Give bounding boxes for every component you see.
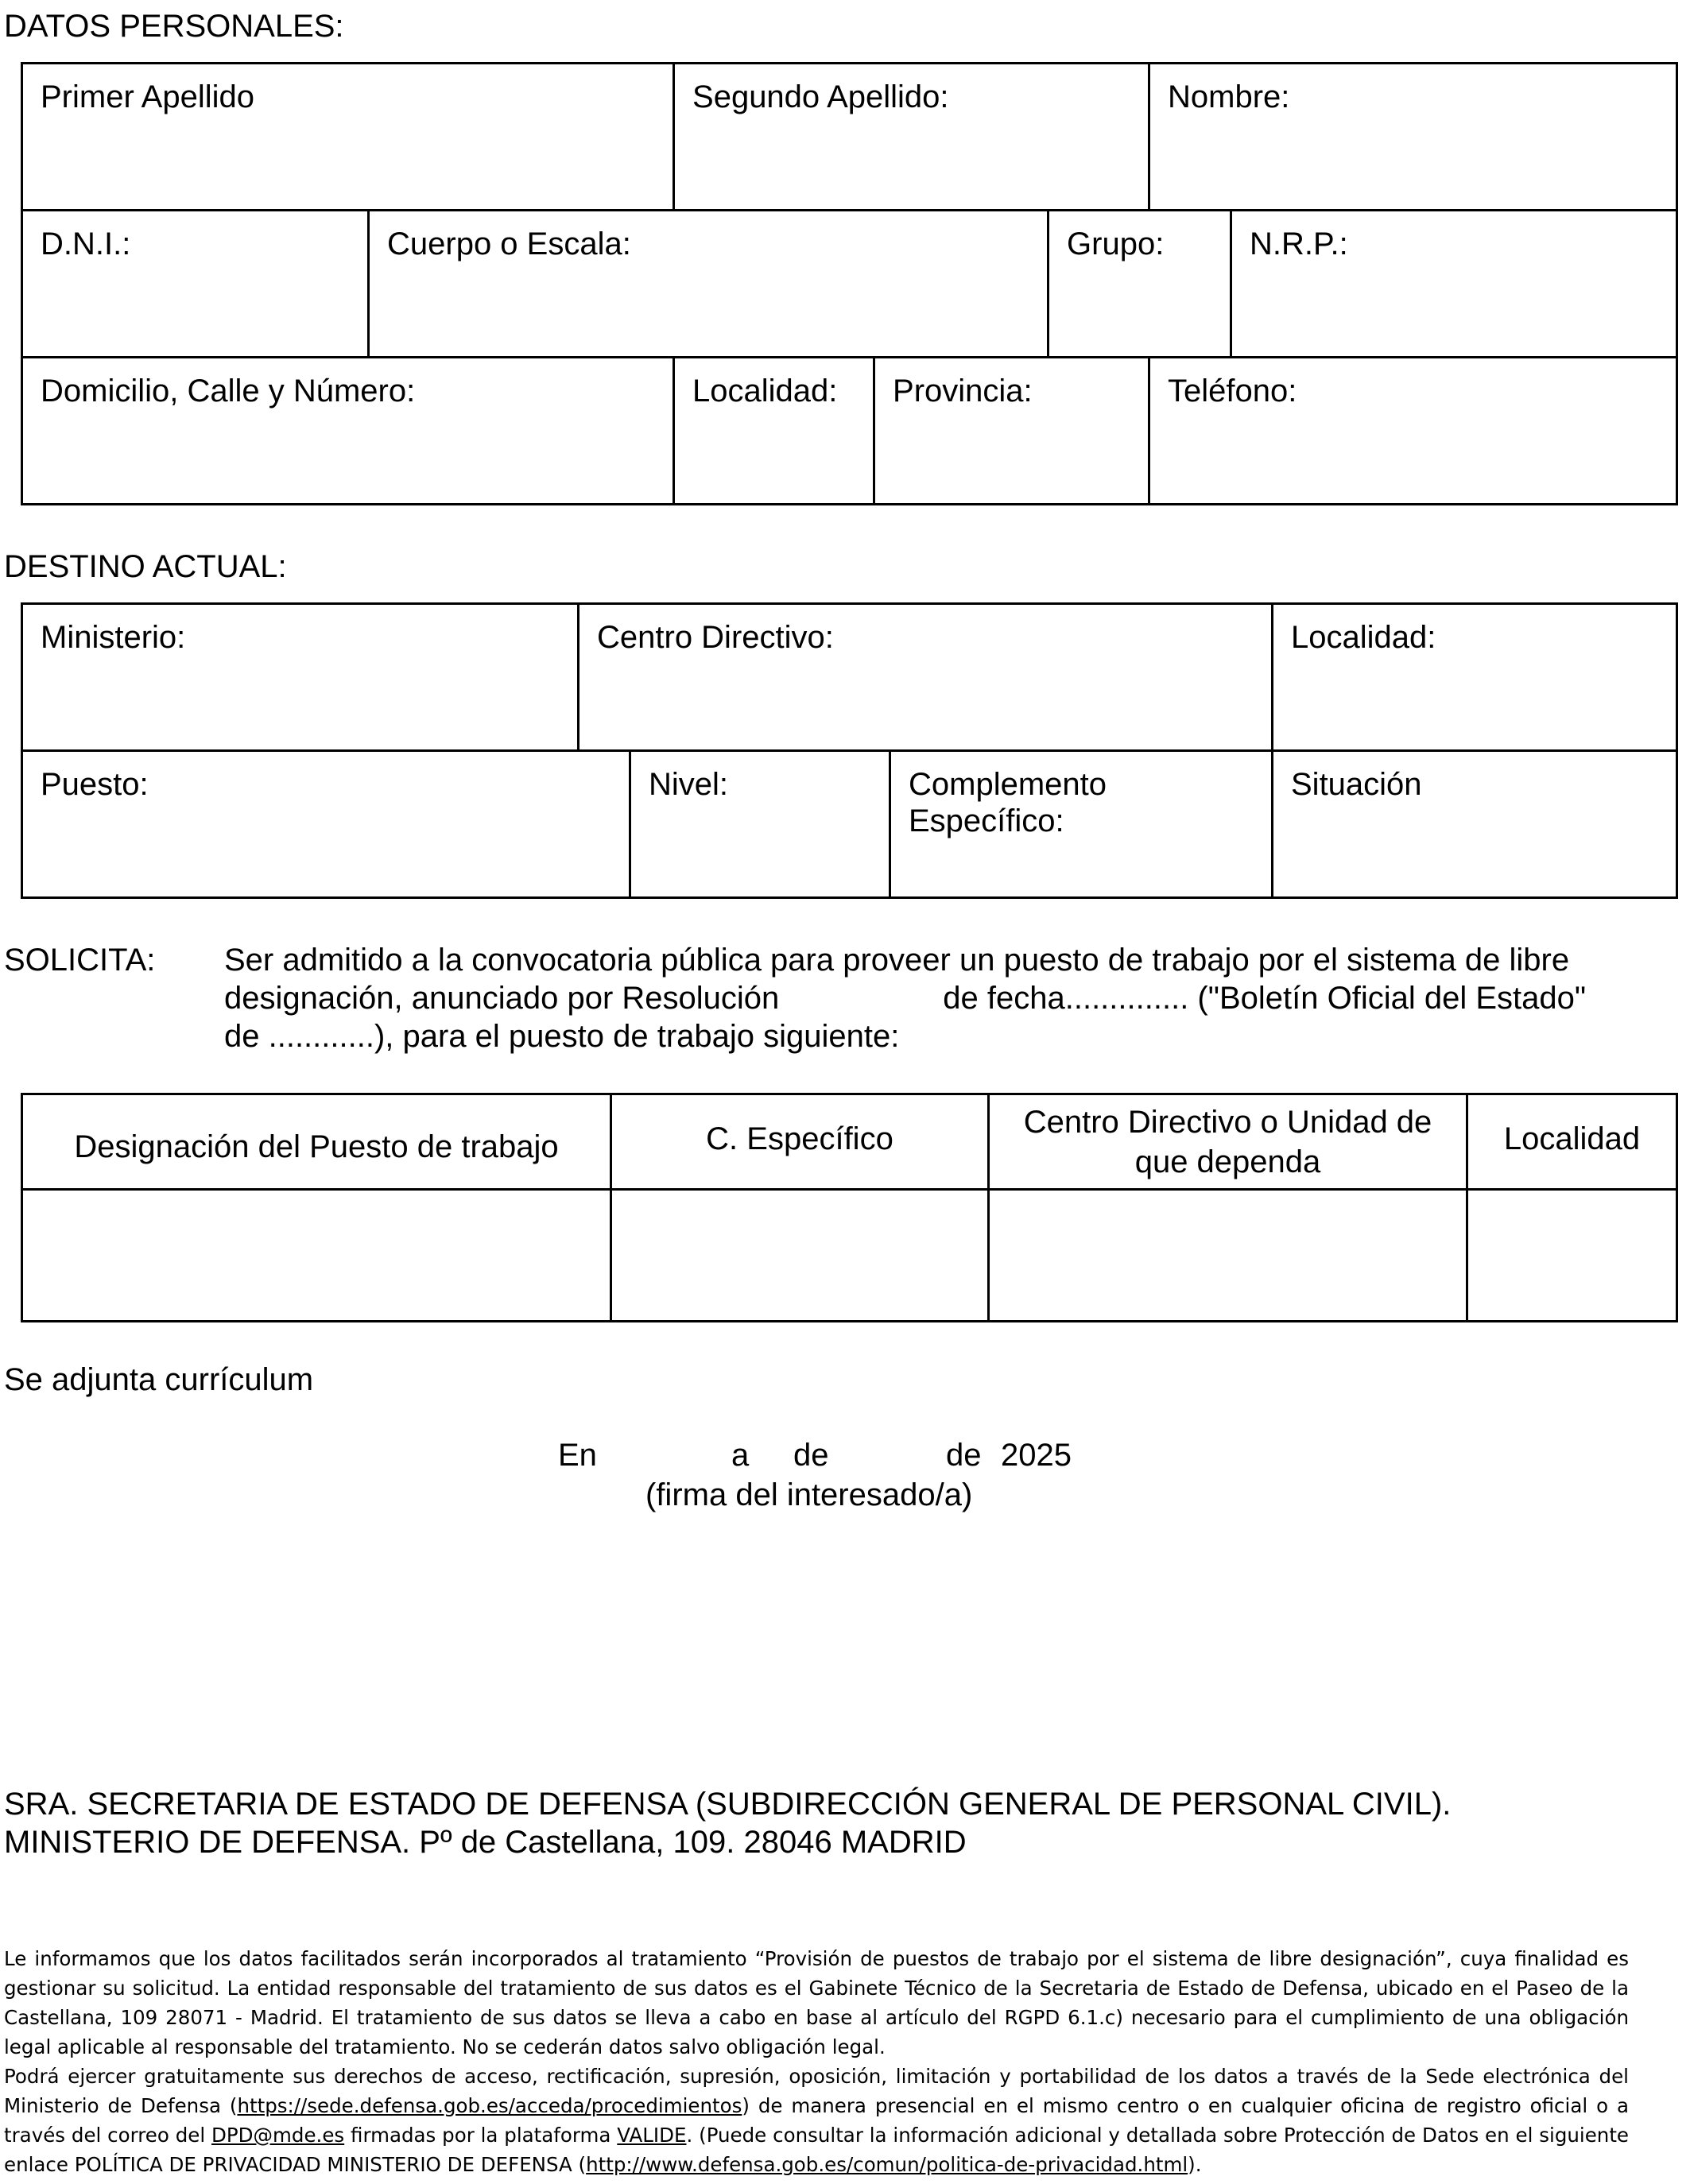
solicita-line-3: de ............), para el puesto de trabajo siguiente: [224, 1019, 900, 1054]
valide-link[interactable]: VALIDE [617, 2124, 687, 2147]
solicita-line-2b: de fecha.............. ("Boletín Oficial del Estado" [943, 981, 1587, 1016]
solicita-line-2 [224, 979, 1631, 1017]
segundo-apellido-label: Segundo Apellido: [692, 79, 949, 114]
dni-field[interactable] [22, 211, 369, 358]
grupo-field[interactable] [1048, 211, 1231, 358]
firma-label: (firma del interesado/a) [645, 1477, 973, 1512]
destino-actual-table [21, 602, 1678, 899]
complemento-label: Complemento Específico: [909, 767, 1107, 838]
header-designacion: Designación del Puesto de trabajo [22, 1094, 611, 1190]
header-centro-directivo: Centro Directivo o Unidad de que dependa [989, 1094, 1467, 1190]
solicita-text [224, 941, 1631, 1055]
privacy-text: ). [1188, 2153, 1202, 2176]
section-title-datos-personales: DATOS PERSONALES: [4, 9, 344, 44]
localidad-field[interactable] [674, 358, 874, 505]
privacy-text: ) de manera presencial en el mismo centro o en cualquier oficina de registro oficial o a través del correo del [4, 2094, 1629, 2147]
privacy-notice [4, 1944, 1629, 2179]
fecha-year: 2025 [1001, 1438, 1072, 1473]
fecha-de-2: de [946, 1438, 982, 1473]
puesto-table [21, 1093, 1678, 1322]
c-especifico-input-cell[interactable] [611, 1190, 989, 1322]
nombre-field[interactable] [1149, 64, 1677, 211]
privacy-paragraph-1: Le informamos que los datos facilitados serán incorporados al tratamiento “Provisión de puestos de trabajo por el sistema de libre designación”, cuya finalidad es gestionar su solicitud. La entidad responsable del tratamiento de sus datos es el Gabinete Técnico de la Secretaria de Estado de Defensa, ubicado en el Paseo de la Castellana, 109 28071 - Madrid. El tratamiento de sus datos se lleva a cabo en base al artículo del RGPD 6.1.c) necesario para el cumplimiento de una obligación legal aplicable al responsable del tratamiento. No se cederán datos salvo obligación legal. [4, 1947, 1629, 2058]
dni-label: D.N.I.: [41, 227, 131, 261]
domicilio-field[interactable] [22, 358, 674, 505]
fecha-de-1: de [793, 1438, 829, 1473]
destinatario [4, 1785, 1451, 1861]
localidad-label: Localidad: [692, 374, 838, 409]
puesto-label: Puesto: [41, 767, 149, 802]
privacy-text: . (Puede consultar la información adicional y detallada sobre Protección de Datos en el siguiente enlace POLÍTICA DE PRIVACIDAD MINISTERIO DE DEFENSA ( [4, 2124, 1629, 2176]
provincia-label: Provincia: [893, 374, 1033, 409]
telefono-label: Teléfono: [1168, 374, 1297, 409]
curriculum-note: Se adjunta currículum [4, 1362, 314, 1397]
designacion-input-cell[interactable] [22, 1190, 611, 1322]
nivel-label: Nivel: [649, 767, 729, 802]
sede-electronica-link[interactable]: https://sede.defensa.gob.es/acceda/procedimientos [237, 2094, 742, 2117]
solicita-label: SOLICITA: [4, 943, 156, 978]
fecha-en: En [558, 1438, 597, 1473]
table-row [22, 1190, 1677, 1322]
localidad-input-cell[interactable] [1467, 1190, 1677, 1322]
privacy-text: firmadas por la plataforma [344, 2124, 618, 2147]
nrp-field[interactable] [1231, 211, 1677, 358]
situacion-field[interactable] [1273, 751, 1677, 898]
privacy-policy-link[interactable]: http://www.defensa.gob.es/comun/politica-de-privacidad.html [586, 2153, 1188, 2176]
puesto-field[interactable] [22, 751, 630, 898]
nivel-field[interactable] [630, 751, 890, 898]
nrp-label: N.R.P.: [1250, 227, 1348, 261]
destinatario-line-1: SRA. SECRETARIA DE ESTADO DE DEFENSA (SUBDIRECCIÓN GENERAL DE PERSONAL CIVIL). [4, 1787, 1452, 1822]
domicilio-label: Domicilio, Calle y Número: [41, 374, 416, 409]
ministerio-label: Ministerio: [41, 620, 186, 655]
cuerpo-escala-label: Cuerpo o Escala: [387, 227, 631, 261]
dpd-email-link[interactable]: DPD@mde.es [211, 2124, 345, 2147]
complemento-field[interactable] [890, 751, 1273, 898]
destino-localidad-field[interactable] [1273, 604, 1677, 751]
grupo-label: Grupo: [1067, 227, 1165, 261]
header-localidad: Localidad [1467, 1094, 1677, 1190]
fecha-a: a [731, 1438, 750, 1473]
primer-apellido-label: Primer Apellido [41, 79, 255, 114]
destinatario-line-2: MINISTERIO DE DEFENSA. Pº de Castellana, 109. 28046 MADRID [4, 1825, 967, 1860]
primer-apellido-field[interactable] [22, 64, 674, 211]
destino-localidad-label: Localidad: [1291, 620, 1436, 655]
telefono-field[interactable] [1149, 358, 1677, 505]
header-c-especifico: C. Específico [611, 1094, 989, 1190]
provincia-field[interactable] [874, 358, 1149, 505]
solicita-line-2a: designación, anunciado por Resolución [224, 981, 780, 1016]
cuerpo-escala-field[interactable] [369, 211, 1048, 358]
solicita-line-1: Ser admitido a la convocatoria pública para proveer un puesto de trabajo por el sistema de libre [224, 943, 1570, 978]
datos-personales-table [21, 62, 1678, 505]
centro-directivo-input-cell[interactable] [989, 1190, 1467, 1322]
segundo-apellido-field[interactable] [674, 64, 1149, 211]
ministerio-field[interactable] [22, 604, 579, 751]
centro-directivo-label: Centro Directivo: [597, 620, 834, 655]
situacion-label: Situación [1291, 767, 1422, 802]
centro-directivo-field[interactable] [579, 604, 1273, 751]
privacy-paragraph-2 [4, 2062, 1629, 2179]
section-title-destino-actual: DESTINO ACTUAL: [4, 549, 287, 584]
privacy-text: Podrá ejercer gratuitamente sus derechos de acceso, rectificación, supresión, oposición, limitación y portabilidad de los datos a través de la Sede electrónica del Ministerio de Defensa ( [4, 2065, 1629, 2117]
nombre-label: Nombre: [1168, 79, 1290, 114]
